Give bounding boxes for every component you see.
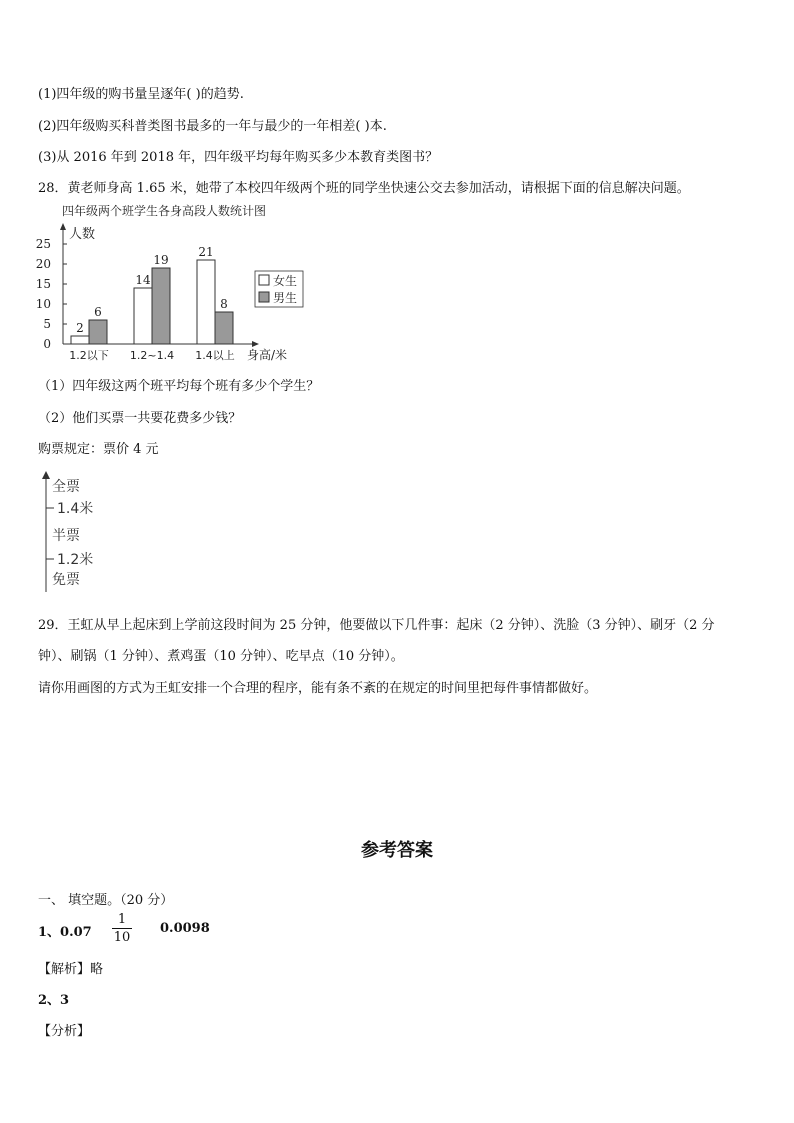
legend-swatch-女生: [259, 275, 269, 285]
bar-男生: [89, 320, 107, 344]
answer-1-fraction: [112, 912, 132, 945]
fraction-numerator: 1: [117, 912, 127, 927]
legend-label: 男生: [273, 291, 298, 305]
y-tick-label: 25: [35, 237, 51, 251]
legend-swatch-男生: [259, 292, 269, 302]
fraction-denominator: 10: [113, 930, 131, 945]
legend-label: 女生: [273, 274, 298, 288]
question-28-1: （1）四年级这两个班平均每个班有多少个学生？: [38, 379, 320, 394]
y-tick-label: 0: [43, 337, 51, 351]
full-ticket-label: 全票: [52, 479, 80, 495]
bar-value-label: 6: [94, 305, 102, 319]
mark-1-2: 1.2米: [57, 552, 94, 568]
ticket-rule: 购票规定：票价 4 元: [38, 442, 159, 457]
bar-value-label: 14: [135, 273, 151, 287]
question-27-2: (2)四年级购买科普类图书最多的一年与最少的一年相差( )本.: [38, 119, 387, 134]
height-bar-chart: [30, 220, 320, 365]
answer-1-prefix: 1、0.07: [38, 925, 92, 940]
mark-1-4: 1.4米: [57, 501, 94, 517]
chart-title: 四年级两个班学生各身高段人数统计图: [62, 204, 267, 218]
fraction-bar: [112, 928, 132, 929]
x-axis-arrow-icon: [252, 341, 259, 347]
half-ticket-label: 半票: [52, 528, 80, 544]
question-28: 28．黄老师身高 1.65 米，她带了本校四年级两个班的同学坐快速公交去参加活动，请根据下面的信息解决问题。: [38, 181, 690, 196]
x-axis-label: 身高/米: [247, 348, 288, 362]
free-ticket-label: 免票: [52, 572, 80, 588]
bar-value-label: 21: [198, 245, 214, 259]
y-tick-label: 20: [35, 257, 51, 271]
answer-1-note: 【解析】略: [38, 962, 104, 977]
question-28-2: （2）他们买票一共要花费多少钱？: [38, 411, 242, 426]
bar-男生: [215, 312, 233, 344]
answer-2-note: 【分析】: [38, 1024, 91, 1039]
bar-女生: [197, 260, 215, 344]
answer-2: 2、3: [38, 993, 70, 1008]
question-29-b: 钟）、刷锅（1 分钟）、煮鸡蛋（10 分钟）、吃早点（10 分钟）。: [38, 649, 404, 664]
x-category-label: 1.4以上: [195, 349, 235, 362]
question-29-a: 29．王虹从早上起床到上学前这段时间为 25 分钟，他要做以下几件事：起床（2 分钟）、洗脸（3 分钟）、刷牙（2 分: [38, 618, 715, 633]
arrow-up-icon: [42, 471, 50, 479]
y-axis-arrow-icon: [60, 223, 66, 230]
question-27-3: (3)从 2016 年到 2018 年，四年级平均每年购买多少本教育类图书？: [38, 150, 439, 165]
bar-女生: [71, 336, 89, 344]
answers-section-1: 一、 填空题。（20 分）: [38, 893, 174, 908]
y-axis-label: 人数: [69, 227, 96, 242]
bar-value-label: 8: [220, 297, 228, 311]
bar-女生: [134, 288, 152, 344]
x-category-label: 1.2以下: [69, 349, 109, 362]
ticket-height-scale: [40, 470, 130, 595]
y-tick-label: 15: [35, 277, 51, 291]
y-tick-label: 5: [43, 317, 51, 331]
bar-男生: [152, 268, 170, 344]
answer-1-suffix: 0.0098: [160, 921, 210, 936]
x-category-label: 1.2~1.4: [129, 349, 175, 362]
bar-value-label: 2: [76, 321, 84, 335]
question-29-c: 请你用画图的方式为王虹安排一个合理的程序，能有条不紊的在规定的时间里把每件事情都做好。: [38, 681, 598, 696]
question-27-1: (1)四年级的购书量呈逐年( )的趋势.: [38, 87, 244, 102]
bar-value-label: 19: [153, 253, 169, 267]
answers-title: 参考答案: [361, 840, 433, 861]
y-tick-label: 10: [35, 297, 51, 311]
